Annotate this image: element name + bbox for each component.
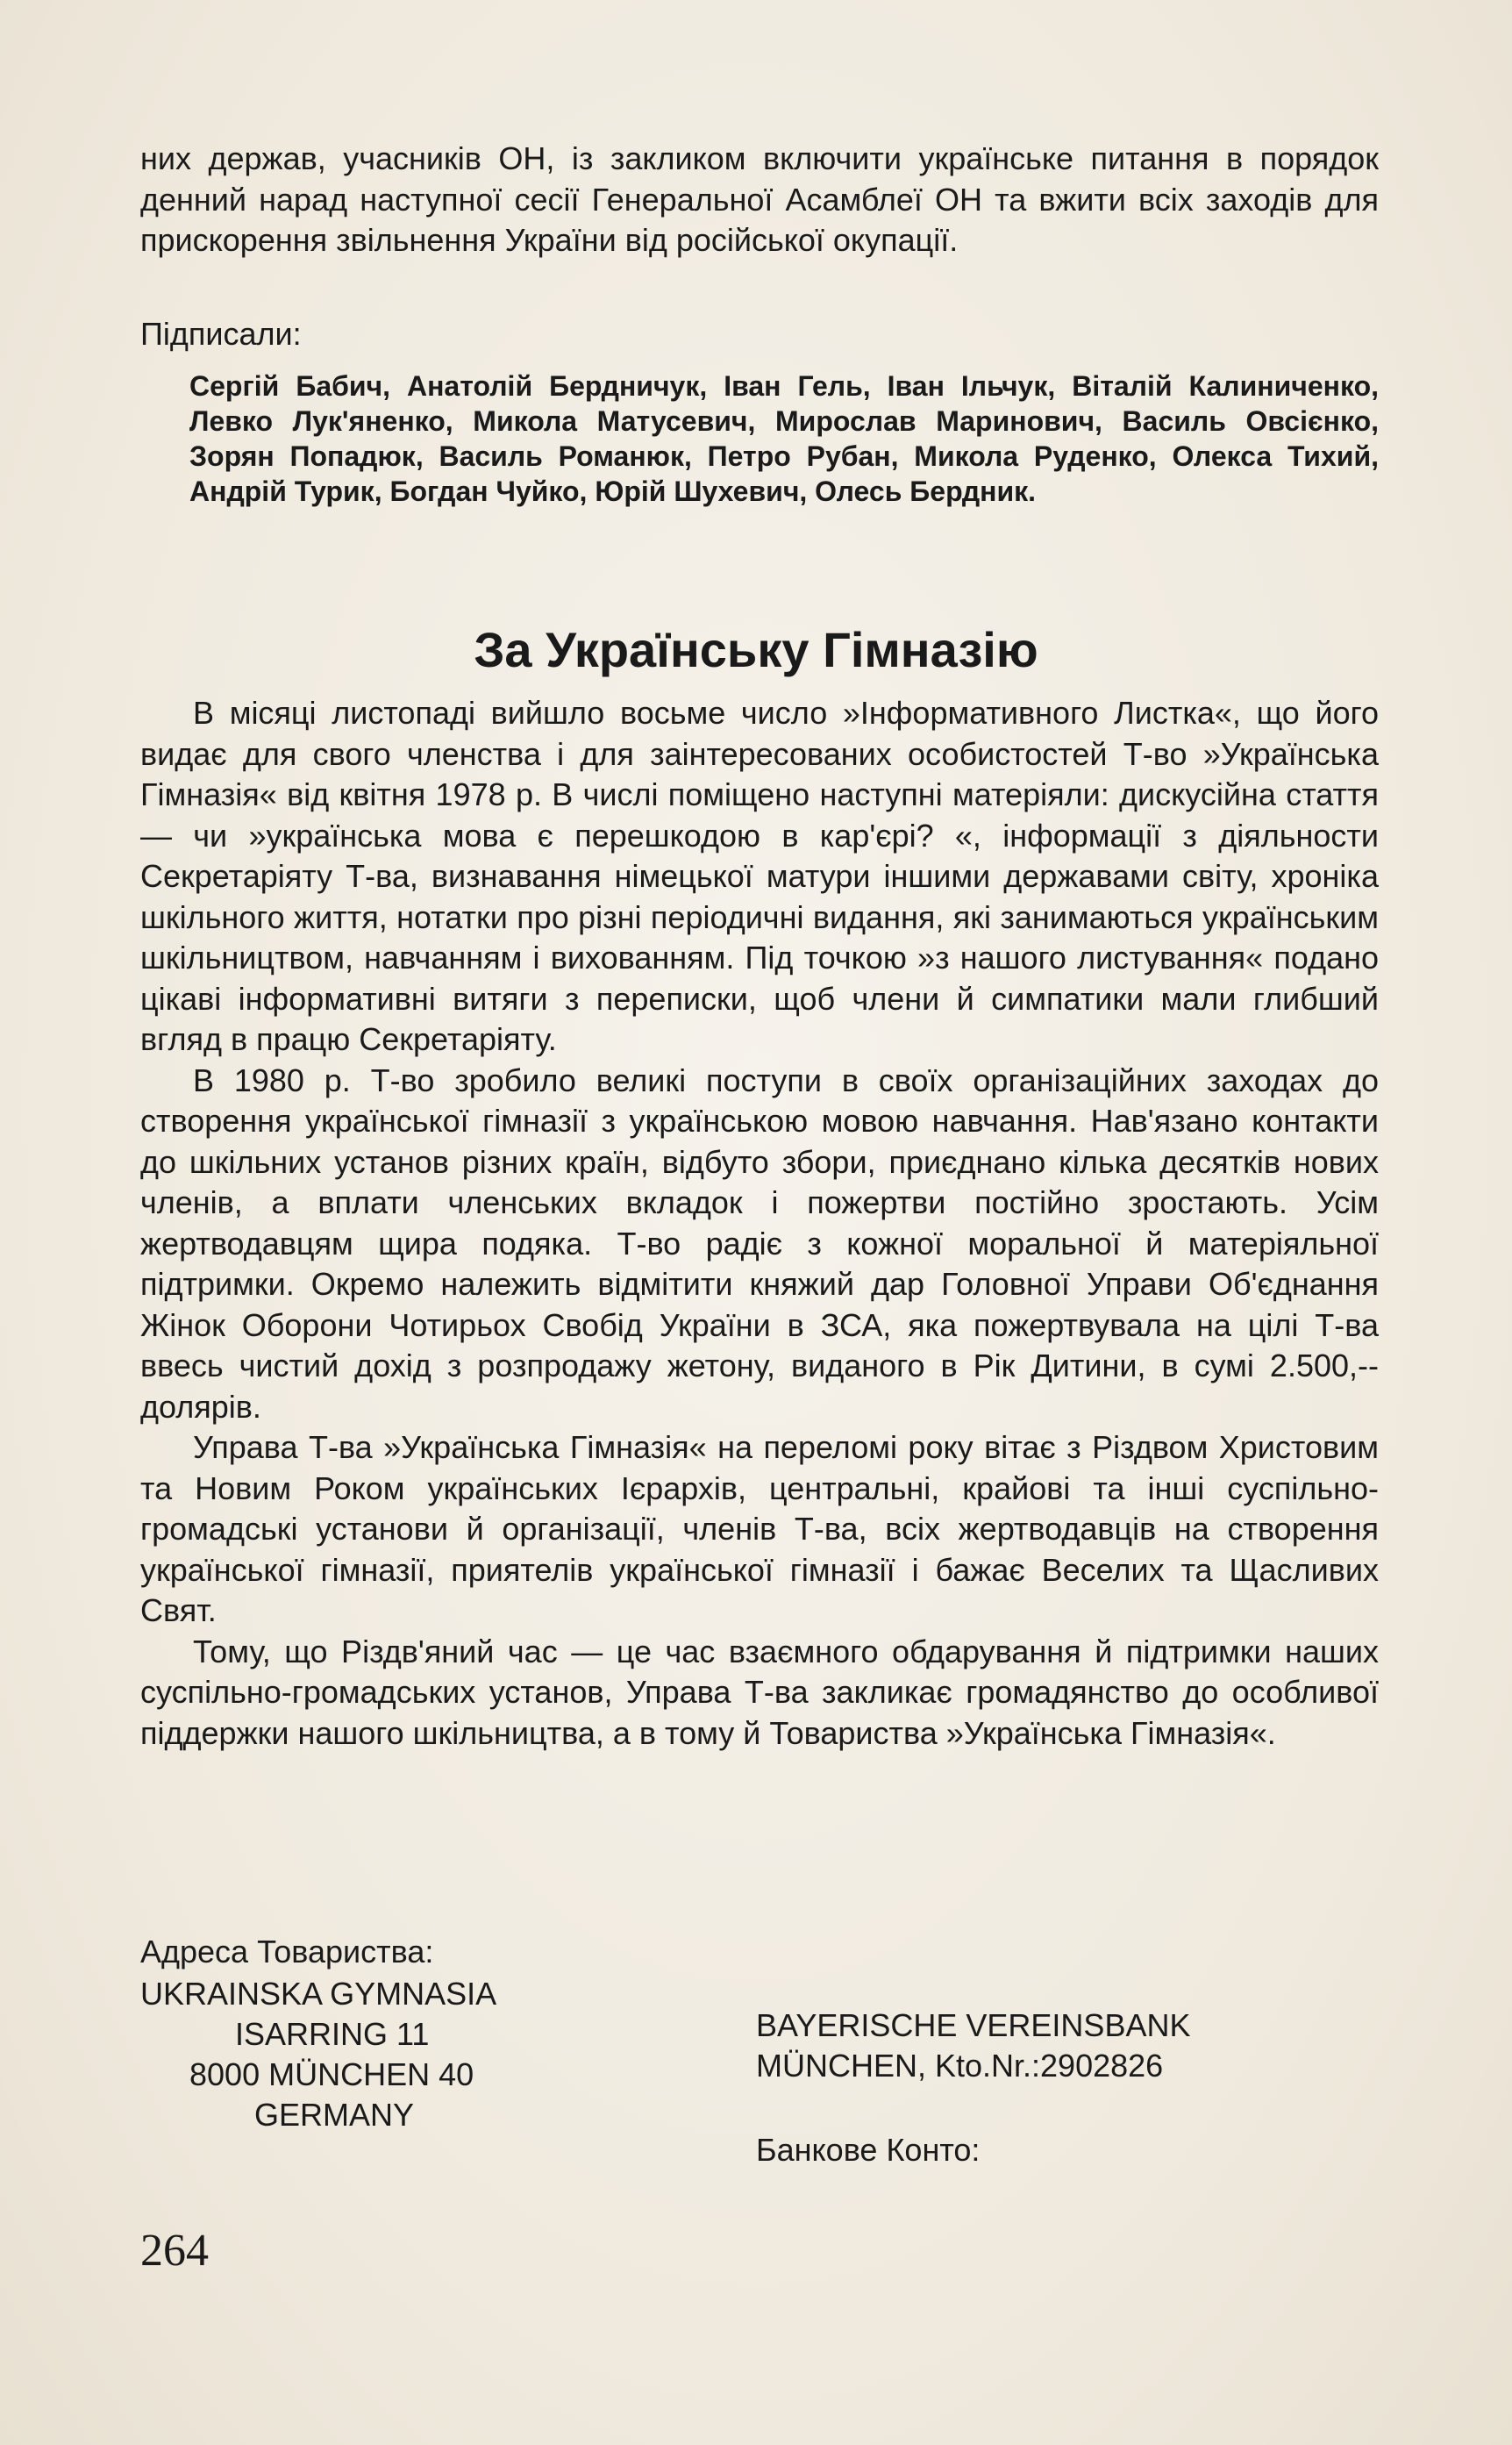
signed-label: Підписали: — [140, 316, 302, 352]
paragraph-progress-1980: В 1980 р. Т-во зробило великі поступи в своїх організаційних заходах до створення української гімназії з українською мовою навчання. Нав'язано контакти до шкільних установ різних країн, відбуто збори, приєднано кілька десятків нових членів, а вплати членських вкладок і пожертви постійно зростають. Усім жертводавцям щира подяка. Т-во радіє з кожної моральної й матеріяльної підтримки. Окремо належить відмітити княжий дар Головної Управи Об'єднання Жінок Оборони Чотирьох Свобід України в ЗСА, яка пожертвувала на цілі Т-ва ввесь чистий дохід з розпродажу жетону, виданого в Рік Дитини, в сумі 2.500,-- долярів. — [140, 1062, 1379, 1425]
paragraph-newsletter: В місяці листопаді вийшло восьме число »Інформативного Листка«, що його видає для свого членства і для заінтересованих особистостей Т-во »Українська Гімназія« від квітня 1978 р. В числі поміщено наступні матеріяли: дискусійна стаття — чи »українська мова є перешкодою в кар'єрі? «, інформації з діяльности Секретаріяту Т-ва, визнавання німецької матури іншими державами світу, хроніка шкільного життя, нотатки про різні періодичні видання, які занимаються українським шкільництвом, навчанням і вихованням. Під точкою »з нашого листування« подано цікаві інформативні витяги з переписки, щоб члени й симпатики мали глибший вгляд в працю Секретаріяту. — [140, 695, 1379, 1057]
signatories-list: Сергій Бабич, Анатолій Бердничук, Іван Гель, Іван Ільчук, Віталій Калиниченко, Левко Лук'яненко, Микола Матусевич, Мирослав Маринович, Василь Овсієнко, Зорян Попадюк, Василь Романюк, Петро Рубан, Микола Руденко, Олекса Тихий, Андрій Турик, Богдан Чуйко, Юрій Шухевич, Олесь Бердник. — [189, 370, 1379, 507]
bank-line-2: MÜNCHEN, Kto.Nr.:2902826 — [756, 2048, 1164, 2084]
paragraph-christmas-greetings: Управа Т-ва »Українська Гімназія« на переломі року вітає з Різдвом Христовим та Новим Роком українських Ієрархів, центральні, крайові та інші суспільно-громадські установи й організації, членів Т-ва, всіх жертводавців на створення української гімназії, приятелів української гімназії і бажає Веселих та Щасливих Свят. — [140, 1429, 1379, 1628]
address-line-1: UKRAINSKA GYMNASIA — [140, 1976, 497, 2012]
page-number: 264 — [140, 2226, 209, 2276]
address-line-4: GERMANY — [254, 2097, 415, 2133]
intro-paragraph — [140, 139, 1379, 261]
intro-text: них держав, учасників ОН, із закликом включити українське питання в порядок денний нарад наступної сесії Генеральної Асамблеї ОН та вжити всіх заходів для прискорення звільнення України від російської окупації. — [140, 140, 1379, 258]
bank-line-1: BAYERISCHE VEREINSBANK — [756, 2007, 1191, 2043]
bank-account-label: Банкове Конто: — [756, 2132, 981, 2168]
article-body — [140, 693, 1379, 1754]
bank-details — [756, 2005, 1370, 2086]
society-address — [140, 1974, 596, 2135]
address-label: Адреса Товариства: — [140, 1934, 434, 1970]
address-line-2: ISARRING 11 — [235, 2016, 430, 2052]
paragraph-appeal: Тому, що Різдв'яний час — це час взаємного обдарування й підтримки наших суспільно-громадських установ, Управа Т-ва закликає громадянство до особливої піддержки нашого шкільництва, а в тому й Товариства »Українська Гімназія«. — [140, 1633, 1379, 1751]
section-title: За Українську Гімназію — [474, 622, 1038, 677]
address-line-3: 8000 MÜNCHEN 40 — [189, 2056, 474, 2092]
